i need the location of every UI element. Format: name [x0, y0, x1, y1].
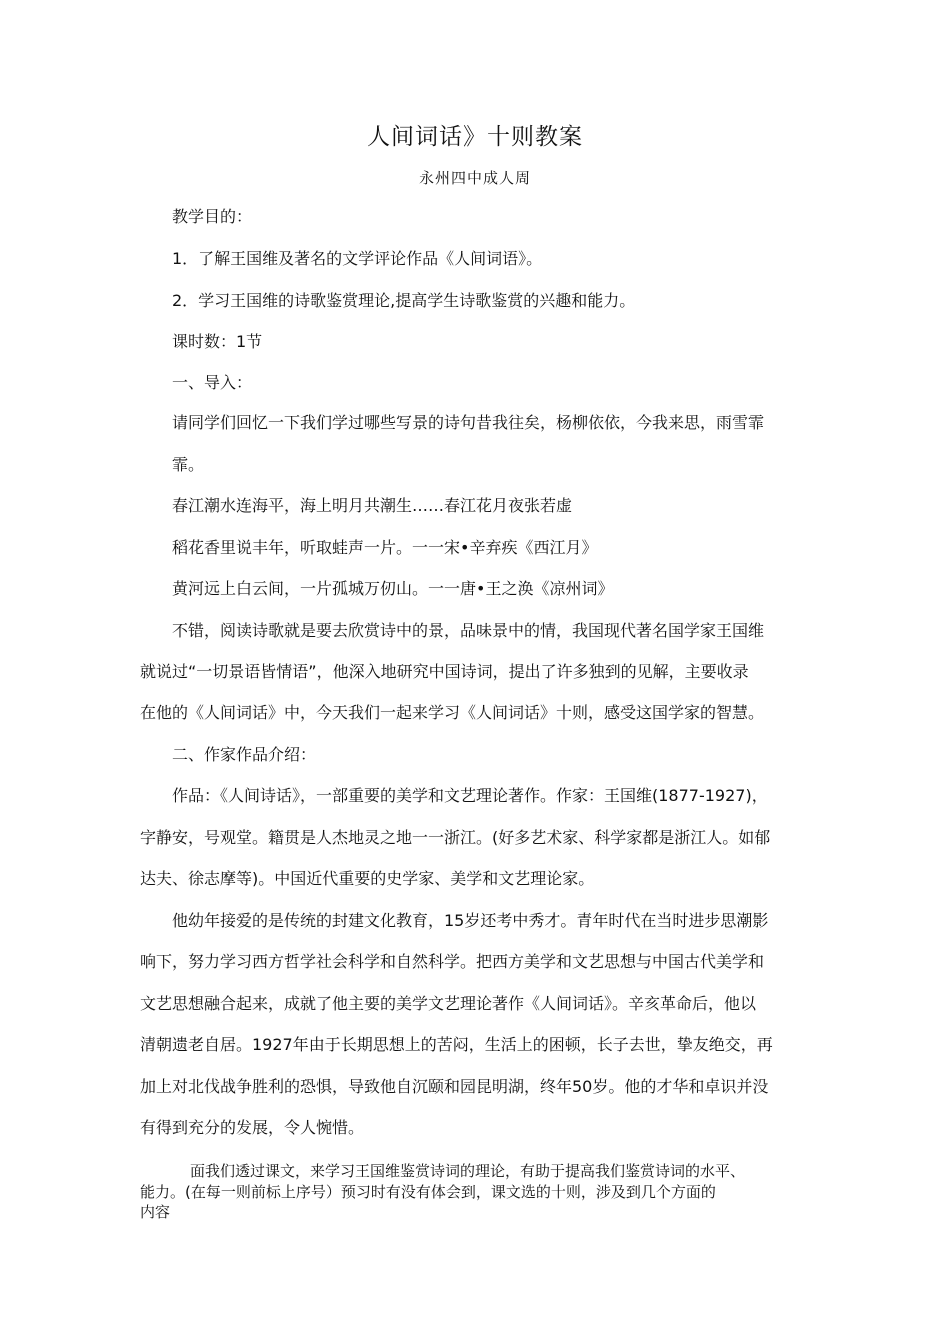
text-line: 作品：《人间诗话》，一部重要的美学和文艺理论著作。作家：王国维(1877-1927)，: [172, 786, 768, 805]
text-line: 面我们透过课文，来学习王国维鉴赏诗词的理论，有助于提高我们鉴赏诗词的水平、: [190, 1162, 746, 1180]
text-line: 不错，阅读诗歌就是要去欣赏诗中的景，品味景中的情，我国现代著名国学家王国维: [172, 621, 765, 640]
text-line: 请同学们回忆一下我们学过哪些写景的诗句昔我往矣，杨柳依依，今我来思，雨雪霏: [172, 413, 765, 432]
text-line: 霏。: [172, 455, 205, 474]
text-line: 在他的《人间词话》中，今天我们一起来学习《人间词话》十则，感受这国学家的智慧。: [140, 703, 765, 722]
text-line: 稻花香里说丰年，听取蛙声一片。一一宋•辛弃疾《西江月》: [172, 538, 598, 557]
text-line: 黄河远上白云间，一片孤城万仞山。一一唐•王之涣《凉州词》: [172, 579, 614, 598]
text-line: 课时数：1节: [172, 332, 263, 351]
document-title: 人间词话》十则教案: [367, 124, 583, 150]
text-line: 二、作家作品介绍：: [172, 745, 317, 764]
text-line: 字静安，号观堂。籍贯是人杰地灵之地一一浙江。(好多艺术家、科学家都是浙江人。如郁: [140, 828, 771, 847]
text-line: 文艺思想融合起来，成就了他主要的美学文艺理论著作《人间词话》。辛亥革命后，他以: [140, 994, 757, 1013]
text-line: 响下，努力学习西方哲学社会科学和自然科学。把西方美学和文艺思想与中国古代美学和: [140, 952, 765, 971]
text-line: 内容: [140, 1203, 171, 1221]
text-line: 他幼年接爱的是传统的封建文化教育，15岁还考中秀才。青年时代在当时进步思潮影: [172, 911, 769, 930]
text-line: 一、导入：: [172, 373, 253, 392]
document-author: 永州四中成人周: [418, 169, 531, 187]
text-line: 清朝遗老自居。1927年由于长期思想上的苦闷，生活上的困顿，长子去世，挚友绝交，再: [140, 1035, 773, 1054]
text-line: 2．学习王国维的诗歌鉴赏理论,提高学生诗歌鉴赏的兴趣和能力。: [172, 291, 636, 310]
text-line: 1．了解王国维及著名的文学评论作品《人间词语》。: [172, 249, 543, 268]
text-line: 加上对北伐战争胜利的恐惧，导致他自沉颐和园昆明湖，终年50岁。他的才华和卓识并没: [140, 1077, 769, 1096]
text-line: 教学目的：: [172, 207, 253, 226]
text-line: 有得到充分的发展，令人惋惜。: [140, 1118, 365, 1137]
text-line: 达夫、徐志摩等)。中国近代重要的史学家、美学和文艺理论家。: [140, 869, 595, 888]
text-line: 春江潮水连海平，海上明月共潮生……春江花月夜张若虚: [172, 496, 573, 515]
text-line: 能力。(在每一则前标上序号）预习时有没有体会到，课文选的十则，涉及到几个方面的: [140, 1183, 716, 1201]
text-line: 就说过“一切景语皆情语”，他深入地研究中国诗词，提出了许多独到的见解，主要收录: [140, 662, 749, 681]
